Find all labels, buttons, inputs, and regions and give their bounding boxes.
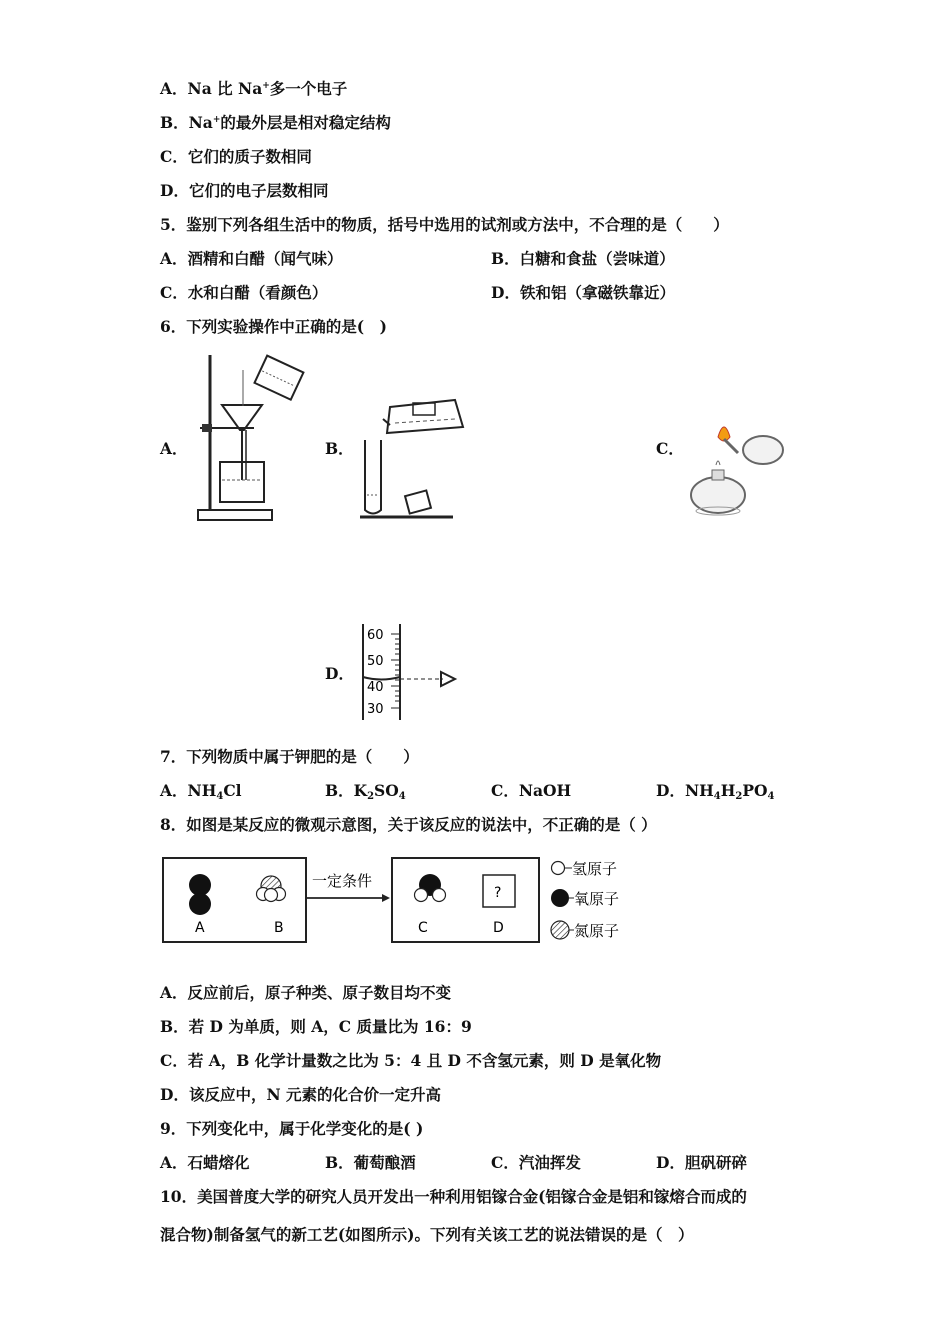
q6-label-b: B．: [325, 439, 354, 458]
hydrogen-legend-icon: [552, 862, 565, 875]
legend-hydrogen: 氢原子: [572, 860, 618, 878]
q9-option-d: D．胆矾研碎: [656, 1153, 747, 1172]
q4-option-d: D．它们的电子层数相同: [160, 181, 329, 200]
nitrogen-legend-icon: [551, 921, 569, 939]
alcohol-lamp-figure: [688, 415, 788, 525]
q7-stem: 7．下列物质中属于钾肥的是（ ）: [160, 747, 419, 766]
q8-option-a: A．反应前后，原子种类、原子数目均不变: [160, 983, 452, 1002]
q9-option-a: A．石蜡熔化: [160, 1153, 250, 1172]
filtration-figure: [190, 350, 310, 525]
unknown-mark: ?: [494, 885, 502, 901]
pouring-figure: [355, 395, 465, 525]
q7-option-c: C．NaOH: [491, 781, 572, 800]
molecule-a-atom: [189, 874, 211, 896]
q9-option-b: B．葡萄酿酒: [325, 1153, 416, 1172]
q6-label-c: C．: [656, 439, 684, 458]
cylinder-tick-30: 30: [367, 702, 384, 717]
q6-label-d: D．: [325, 664, 354, 683]
q9-option-c: C．汽油挥发: [491, 1153, 581, 1172]
eye-icon: [441, 672, 455, 686]
arrow-icon: [382, 894, 390, 902]
q7-option-a: A．$NH_4Cl$: [160, 781, 242, 802]
label-c: C: [418, 920, 428, 936]
cylinder-tick-40: 40: [367, 680, 384, 695]
q7-option-b: B．$K_2SO_4$: [325, 781, 406, 802]
legend-nitrogen: 氮原子: [574, 922, 620, 940]
cylinder-tick-60: 60: [367, 628, 384, 643]
q10-stem-line1: 10．美国普度大学的研究人员开发出一种利用铝镓合金(铝镓合金是铝和镓熔合而成的: [160, 1187, 747, 1206]
q8-option-c: C．若 A，B 化学计量数之比为 5：4 且 D 不含氢元素，则 D 是氧化物: [160, 1051, 662, 1070]
q5-option-d: D．铁和铝（拿磁铁靠近）: [491, 283, 675, 302]
cylinder-tick-50: 50: [367, 654, 384, 669]
q5-option-b: B．白糖和食盐（尝味道）: [491, 249, 675, 268]
graduated-cylinder-figure: [355, 622, 465, 722]
legend-oxygen: 氧原子: [574, 890, 620, 908]
q6-stem: 6．下列实验操作中正确的是( ): [160, 317, 387, 336]
q4-option-b: B．Na+的最外层是相对稳定结构: [160, 113, 391, 132]
oxygen-legend-icon: [551, 889, 569, 907]
q4-option-a: A．Na 比 Na+多一个电子: [160, 79, 348, 98]
q4-option-c: C．它们的质子数相同: [160, 147, 312, 166]
q9-stem: 9．下列变化中，属于化学变化的是( ): [160, 1119, 424, 1138]
q5-option-a: A．酒精和白醋（闻气味）: [160, 249, 343, 268]
reaction-condition: 一定条件: [312, 872, 373, 890]
q7-option-d: D．$NH_4H_2PO_4$: [656, 781, 775, 802]
q5-option-c: C．水和白醋（看颜色）: [160, 283, 328, 302]
label-d: D: [493, 920, 504, 936]
label-b: B: [274, 920, 284, 936]
q5-stem: 5．鉴别下列各组生活中的物质，括号中选用的试剂或方法中，不合理的是（ ）: [160, 215, 729, 234]
q8-option-d: D．该反应中，N 元素的化合价一定升高: [160, 1085, 442, 1104]
q6-label-a: A．: [160, 439, 188, 458]
q10-stem-line2: 混合物)制备氢气的新工艺(如图所示)。下列有关该工艺的说法错误的是（ ）: [160, 1225, 694, 1244]
q8-stem: 8．如图是某反应的微观示意图，关于该反应的说法中，不正确的是（ ）: [160, 815, 657, 834]
reaction-diagram: [160, 852, 650, 952]
q8-option-b: B．若 D 为单质，则 A，C 质量比为 16：9: [160, 1017, 472, 1036]
label-a: A: [195, 920, 205, 936]
